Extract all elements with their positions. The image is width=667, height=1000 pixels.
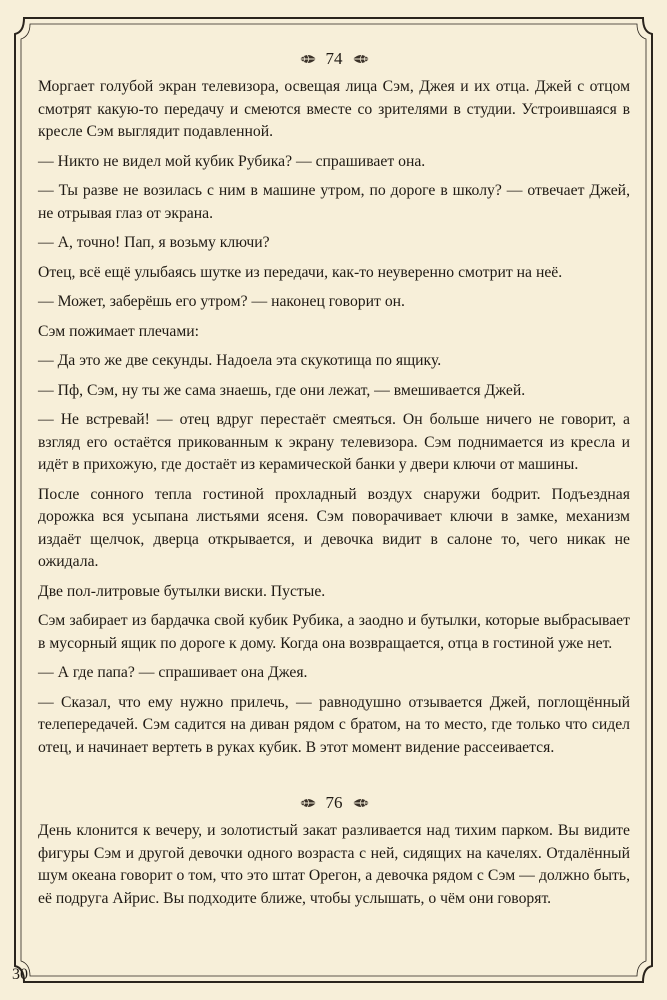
- paragraph: Отец, всё ещё улыбаясь шутке из передачи, как-то неуверенно смотрит на неё.: [38, 263, 563, 281]
- paragraph: Моргает голубой экран телевизора, освещая лица Сэм, Джея и их отца. Джей с отцом смотрят какую-то передачу и смеются вместе со зрителями в студии. Устроившаяся в кресле Сэм выглядит подавленной.: [38, 78, 630, 140]
- section-spacer: [38, 766, 630, 788]
- section-heading-76: [38, 788, 630, 818]
- paragraph: — Может, заберёшь его утром? — наконец говорит он.: [38, 293, 405, 310]
- paragraph: — А где папа? — спрашивает она Джея.: [38, 664, 308, 681]
- paragraph: — Сказал, что ему нужно прилечь, — равнодушно отзывается Джей, поглощённый телепередачей. Сэм садится на диван рядом с братом, на то место, где только что сидел отец, и начинает вертеть в руках кубик. В этот момент видение рассеивается.: [38, 693, 630, 756]
- paragraph: После сонного тепла гостиной прохладный воздух снаружи бодрит. Подъездная дорожка вся усыпана листьями ясеня. Сэм поворачивает ключи в замке, механизм издаёт щелчок, дверца открывается, и девочка видит в салоне то, чего никак не ожидала.: [38, 485, 630, 570]
- paragraph: — А, точно! Пап, я возьму ключи?: [38, 234, 270, 251]
- paragraph: День клонится к вечеру, и золотистый закат разливается над тихим парком. Вы видите фигуры Сэм и другой девочки одного возраста с ней, сидящих на качелях. Отдалённый шум океана говорит о том, что это штат Орегон, а девочка рядом с Сэм — должно быть, её подруга Айрис. Вы подходите ближе, чтобы услышать, о чём они говорят.: [38, 822, 630, 907]
- leaf-icon: [298, 51, 318, 67]
- paragraph: Сэм пожимает плечами:: [38, 322, 200, 340]
- paragraph: — Ты разве не возилась с ним в машине утром, по дороге в школу? — отвечает Джей, не отрывая глаз от экрана.: [38, 182, 630, 222]
- paragraph: Сэм забирает из бардачка свой кубик Рубика, а заодно и бутылки, которые выбрасывает в мусорный ящик по дороге к дому. Когда она возвращается, отца в гостиной уже нет.: [38, 612, 630, 652]
- section-number: 76: [325, 793, 343, 812]
- paragraph: — Никто не видел мой кубик Рубика? — спрашивает она.: [38, 152, 426, 170]
- section-heading-74: [38, 44, 630, 74]
- paragraph: — Да это же две секунды. Надоела эта скукотища по ящику.: [38, 352, 442, 369]
- leaf-icon: [298, 795, 318, 811]
- page-content: [38, 44, 630, 917]
- section-number: 74: [325, 49, 343, 68]
- leaf-icon: [351, 51, 371, 67]
- paragraph: — Не встревай! — отец вдруг перестаёт смеяться. Он больше ничего не говорит, а взгляд его остаётся прикованным к экрану телевизора. Сэм поднимается из кресла и идёт в прихожую, где достаёт из керамической банки у двери ключи от машины.: [38, 411, 630, 473]
- leaf-icon: [351, 795, 371, 811]
- paragraph: — Пф, Сэм, ну ты же сама знаешь, где они лежат, — вмешивается Джей.: [38, 381, 526, 399]
- paragraph: Две пол-литровые бутылки виски. Пустые.: [38, 582, 326, 600]
- page-number: 30: [12, 966, 28, 983]
